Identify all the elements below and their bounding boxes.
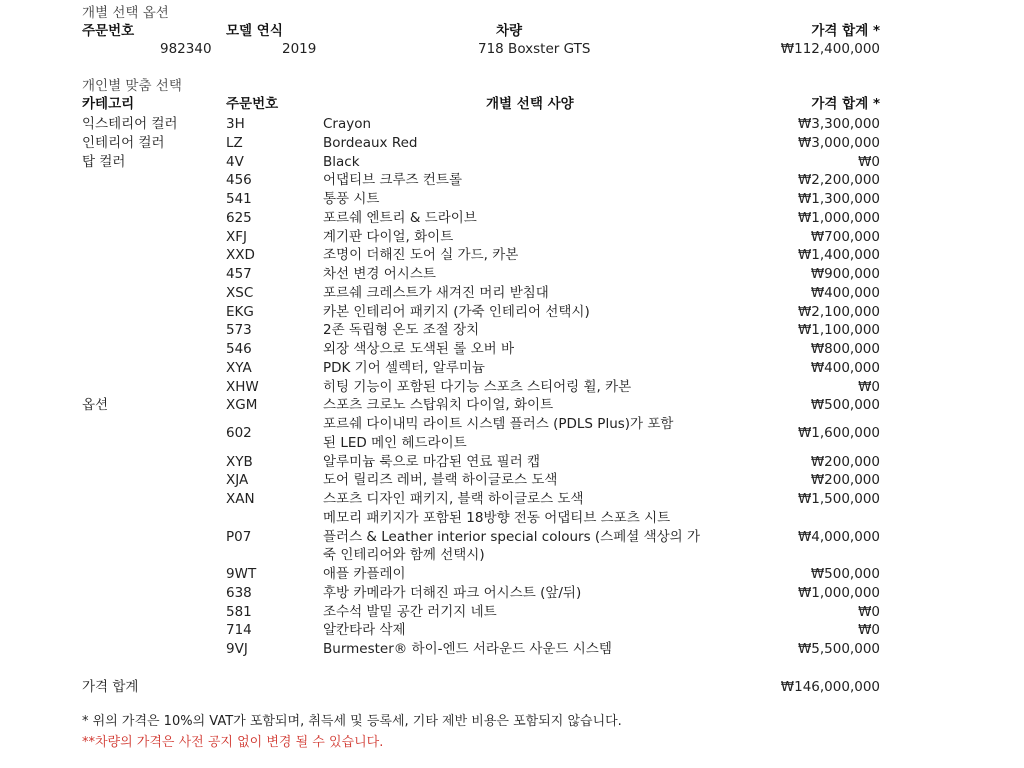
option-category: 옵션 — [82, 397, 109, 414]
option-code: XAN — [226, 491, 255, 507]
option-code: 3H — [226, 116, 245, 132]
option-price: ₩1,300,000 — [797, 191, 880, 207]
option-spec-line: 어댑티브 크루즈 컨트롤 — [323, 172, 462, 189]
option-price: ₩1,000,000 — [797, 584, 880, 601]
vehicle-model-year: 2019 — [282, 41, 317, 57]
option-code: 602 — [226, 425, 252, 442]
header-model-year: 모델 연식 — [226, 23, 283, 39]
option-spec-line: 스포츠 디자인 패키지, 블랙 하이글로스 도색 — [323, 491, 584, 507]
option-category: 탑 컬러 — [82, 153, 126, 170]
option-code: XFJ — [226, 228, 247, 245]
option-spec-line: 계기판 다이얼, 화이트 — [323, 228, 454, 245]
option-spec-line: 죽 인테리어와 함께 선택시) — [323, 547, 485, 564]
section-individual-options-title: 개별 선택 옵션 — [82, 5, 169, 21]
option-spec-line: 알루미늄 룩으로 마감된 연료 필러 캡 — [323, 453, 541, 470]
option-spec-line: 2존 독립형 온도 조절 장치 — [323, 322, 480, 339]
option-spec-line: 애플 카플레이 — [323, 566, 406, 582]
option-price: ₩3,000,000 — [797, 134, 880, 151]
option-code: XGM — [226, 397, 258, 414]
option-code: XJA — [226, 472, 249, 489]
option-code: 714 — [226, 622, 252, 639]
option-code: 456 — [226, 172, 252, 189]
option-price: ₩200,000 — [810, 472, 880, 489]
option-code: XYA — [226, 359, 252, 376]
option-spec-line: 포르쉐 크레스트가 새겨진 머리 받침대 — [323, 284, 549, 301]
option-spec-line: 조수석 발밑 공간 러기지 네트 — [323, 603, 497, 620]
option-code: 546 — [226, 341, 252, 357]
option-price: ₩1,400,000 — [797, 247, 880, 264]
vehicle-order-no: 982340 — [160, 41, 212, 57]
section-personal-options-title: 개인별 맞춤 선택 — [82, 78, 182, 94]
option-price: ₩2,200,000 — [797, 172, 880, 189]
option-spec-line: 메모리 패키지가 포함된 18방향 전동 어댑티브 스포츠 시트 — [323, 509, 671, 526]
header-order-no: 주문번호 — [82, 23, 135, 39]
option-price: ₩1,100,000 — [797, 322, 880, 339]
option-spec-line: 조명이 더해진 도어 실 가드, 카본 — [323, 247, 519, 264]
option-price: ₩5,500,000 — [797, 641, 880, 657]
option-code: LZ — [226, 134, 243, 151]
option-price: ₩1,600,000 — [797, 425, 880, 442]
option-code: 625 — [226, 209, 252, 226]
option-code: XYB — [226, 453, 253, 470]
option-code: 581 — [226, 603, 252, 620]
option-price: ₩0 — [858, 153, 880, 170]
header-vehicle: 차량 — [496, 23, 523, 39]
option-price: ₩500,000 — [810, 397, 880, 414]
header-option-price-total: 가격 합계 * — [811, 96, 880, 112]
option-price: ₩1,500,000 — [797, 491, 880, 507]
vehicle-name: 718 Boxster GTS — [478, 41, 591, 57]
option-spec-line: 포르쉐 엔트리 & 드라이브 — [323, 209, 477, 226]
option-code: 9VJ — [226, 641, 248, 657]
header-category: 카테고리 — [82, 96, 135, 112]
option-price: ₩500,000 — [810, 566, 880, 582]
option-code: 4V — [226, 153, 244, 170]
option-code: XXD — [226, 247, 255, 264]
option-code: 9WT — [226, 566, 257, 582]
price-change-notice: **차량의 가격은 사전 공지 없이 변경 될 수 있습니다. — [82, 735, 384, 750]
option-spec-line: 스포츠 크로노 스탑워치 다이얼, 화이트 — [323, 397, 554, 414]
option-price: ₩200,000 — [810, 453, 880, 470]
option-category: 인테리어 컬러 — [82, 134, 165, 151]
option-spec-line: 히팅 기능이 포함된 다기능 스포츠 스티어링 휠, 카본 — [323, 378, 632, 395]
option-spec-line: 후방 카메라가 더해진 파크 어시스트 (앞/뒤) — [323, 584, 582, 601]
option-code: XSC — [226, 284, 254, 301]
option-price: ₩400,000 — [810, 359, 880, 376]
option-price: ₩800,000 — [810, 341, 880, 357]
option-spec-line: Bordeaux Red — [323, 134, 418, 151]
option-code: P07 — [226, 528, 252, 545]
option-spec-line: 된 LED 메인 헤드라이트 — [323, 434, 467, 451]
vat-note: * 위의 가격은 10%의 VAT가 포함되며, 취득세 및 등록세, 기타 제반 비용은 포함되지 않습니다. — [82, 714, 622, 729]
option-spec-line: 차선 변경 어시스트 — [323, 266, 436, 282]
option-category: 익스테리어 컬러 — [82, 116, 178, 132]
header-spec: 개별 선택 사양 — [486, 96, 574, 112]
option-price: ₩4,000,000 — [797, 528, 880, 545]
option-spec-line: 외장 색상으로 도색된 롤 오버 바 — [323, 341, 514, 357]
total-label: 가격 합계 — [82, 679, 139, 695]
option-spec-line: Burmester® 하이-엔드 서라운드 사운드 시스템 — [323, 641, 612, 657]
option-spec-line: 플러스 & Leather interior special colours (스페셜 색상의 가 — [323, 528, 701, 545]
option-price: ₩700,000 — [810, 228, 880, 245]
total-value: ₩146,000,000 — [780, 679, 880, 695]
option-spec-line: Crayon — [323, 116, 372, 132]
vehicle-price: ₩112,400,000 — [780, 41, 880, 57]
option-code: 541 — [226, 191, 252, 207]
option-code: EKG — [226, 303, 254, 320]
header-option-order-no: 주문번호 — [226, 96, 279, 112]
option-price: ₩3,300,000 — [797, 116, 880, 132]
option-spec-line: 포르쉐 다이내믹 라이트 시스템 플러스 (PDLS Plus)가 포함 — [323, 416, 674, 432]
option-code: 573 — [226, 322, 252, 339]
option-code: XHW — [226, 378, 259, 395]
option-spec-line: PDK 기어 셀렉터, 알루미늄 — [323, 359, 485, 376]
option-spec-line: 통풍 시트 — [323, 191, 380, 207]
option-price: ₩900,000 — [810, 266, 880, 282]
option-code: 457 — [226, 266, 252, 282]
option-price: ₩0 — [858, 603, 880, 620]
option-spec-line: 알칸타라 삭제 — [323, 622, 406, 639]
option-price: ₩2,100,000 — [797, 303, 880, 320]
option-code: 638 — [226, 584, 252, 601]
option-price: ₩1,000,000 — [797, 209, 880, 226]
option-price: ₩400,000 — [810, 284, 880, 301]
header-price-total: 가격 합계 * — [811, 23, 880, 39]
option-spec-line: Black — [323, 153, 360, 170]
option-spec-line: 카본 인테리어 패키지 (가죽 인테리어 선택시) — [323, 303, 590, 320]
option-spec-line: 도어 릴리즈 레버, 블랙 하이글로스 도색 — [323, 472, 558, 489]
option-price: ₩0 — [858, 378, 880, 395]
option-price: ₩0 — [858, 622, 880, 639]
